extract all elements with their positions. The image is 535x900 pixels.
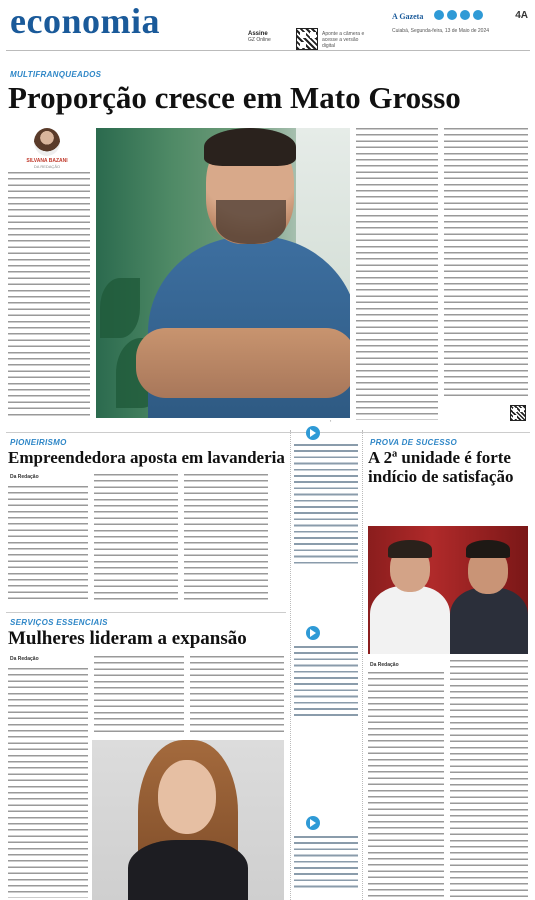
expansion-photo — [92, 740, 284, 900]
lead-kicker: MULTIFRANQUEADOS — [10, 70, 102, 79]
expansion-body-col-3 — [190, 656, 284, 736]
second-unit-body-col-1 — [368, 672, 444, 898]
side-blurb-3 — [294, 836, 358, 888]
author-avatar — [34, 128, 60, 156]
lead-photo — [96, 128, 350, 418]
masthead-rule — [6, 50, 530, 51]
play-icon[interactable] — [306, 426, 320, 440]
second-unit-kicker: PROVA DE SUCESSO — [370, 438, 458, 447]
play-icon[interactable] — [306, 626, 320, 640]
lead-photo-credit: ▪ — [330, 419, 332, 423]
expansion-body-col-2 — [94, 656, 184, 736]
author-box — [8, 128, 86, 169]
side-blurb-1 — [294, 444, 358, 566]
facebook-icon[interactable] — [434, 10, 444, 20]
second-unit-body-col-2 — [450, 660, 528, 898]
laundry-kicker: PIONEIRISMO — [10, 438, 67, 447]
lead-body-col-1 — [8, 172, 90, 416]
laundry-headline[interactable]: Empreendedora aposta em lavanderia — [8, 448, 285, 467]
qr-code-icon[interactable] — [296, 28, 318, 50]
dateline: Cuiabá, Segunda-feira, 13 de Maio de 2024 — [392, 28, 490, 34]
instagram-icon[interactable] — [447, 10, 457, 20]
promo-label: Assine — [248, 31, 268, 37]
page-number: 4A — [515, 10, 528, 21]
section-divider — [6, 432, 530, 433]
section-divider — [6, 612, 286, 613]
qr-caption: Aponte a câmera e acesse a versão digital — [322, 31, 365, 49]
side-blurb-2 — [294, 646, 358, 716]
masthead — [6, 1, 530, 49]
laundry-body-col-1 — [8, 486, 88, 604]
laundry-byline: Da Redação — [10, 474, 39, 480]
promo-block[interactable] — [248, 31, 271, 43]
second-unit-byline: Da Redação — [370, 662, 399, 668]
column-divider — [290, 430, 291, 900]
youtube-icon[interactable] — [473, 10, 483, 20]
laundry-body-col-3 — [184, 474, 268, 604]
lead-headline[interactable]: Proporção cresce em Mato Grosso — [8, 80, 461, 115]
column-divider — [362, 430, 363, 900]
second-unit-photo — [368, 526, 528, 654]
second-unit-headline[interactable]: A 2ª unidade é forte indício de satisfação — [368, 448, 514, 486]
expansion-body-col-1 — [8, 668, 88, 898]
promo-brand: GZ Online — [248, 37, 271, 43]
laundry-body-col-2 — [94, 474, 178, 604]
author-name: SILVANA BAZANI — [26, 158, 68, 164]
expansion-headline[interactable]: Mulheres lideram a expansão — [8, 628, 247, 649]
paper-name: A Gazeta — [392, 12, 424, 21]
section-title: economia — [10, 1, 160, 41]
qr-code-icon[interactable] — [510, 405, 526, 421]
expansion-byline: Da Redação — [10, 656, 39, 662]
author-role: DA REDAÇÃO — [33, 164, 61, 169]
play-icon[interactable] — [306, 816, 320, 830]
lead-body-col-4 — [444, 128, 528, 400]
lead-body-col-3 — [356, 128, 438, 420]
expansion-kicker: SERVIÇOS ESSENCIAIS — [10, 618, 108, 627]
twitter-icon[interactable] — [460, 10, 470, 20]
